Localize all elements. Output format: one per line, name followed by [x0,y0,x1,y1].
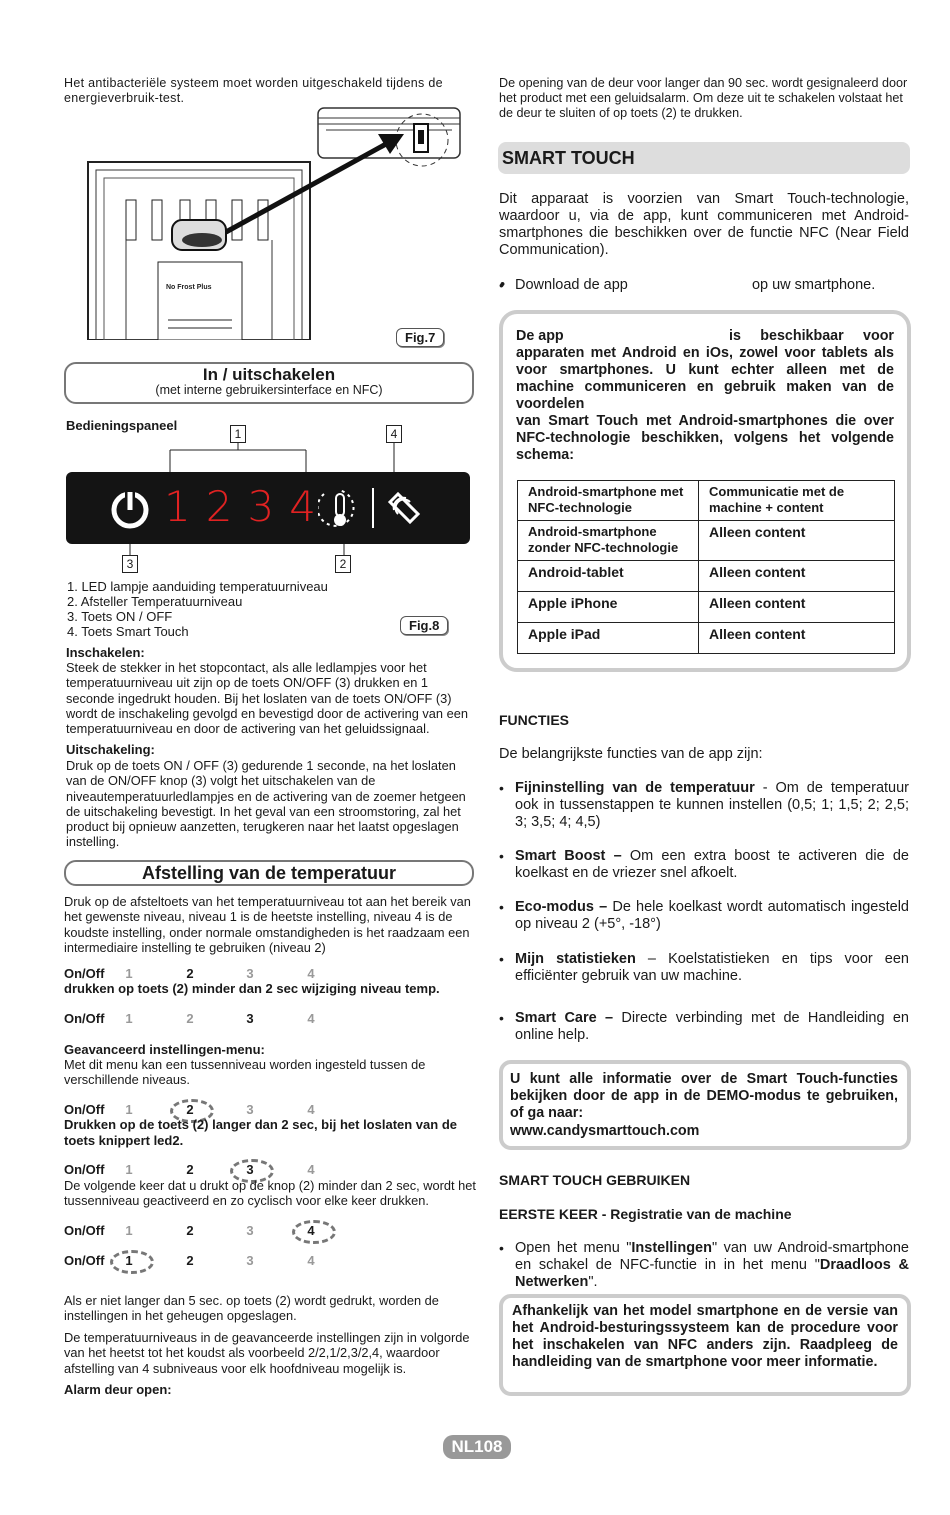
fridge-illustration [86,104,464,340]
text-part: ". [588,1274,598,1290]
door-alarm-text: De opening van de deur voor langer dan 90 sec. wordt gesignaleerd door het product met een geluidsalarm. Om deze uit te schakelen volstaat het de deur te sluiten of op toets (2) te drukken. [499,76,908,120]
text-part: Instellingen [631,1240,712,1256]
thermometer-icon[interactable] [318,486,358,530]
advanced-text: Met dit menu kan een tussenniveau worden ingesteld tussen de verschillende niveaus. [64,1057,426,1088]
advanced-title: Geavanceerd instellingen-menu: [64,1042,265,1057]
section-on-off-header [64,362,474,404]
app-text-a: De app [516,328,564,344]
onoff-label: On/Off [64,1102,105,1117]
feature-fine-temperature [515,780,909,831]
level-2: 2 [186,1011,194,1026]
open-settings-text [515,1240,909,1291]
level-4: 4 [307,1011,315,1026]
section-on-off-title: In / uitschakelen [202,365,336,384]
download-text-a: Download de app [515,277,628,293]
feature-text: De hele koelkast wordt automatisch ingesteld op niveau 2 (+5°, -18°) [515,899,909,932]
level-3: 3 [246,1102,254,1117]
legend-item: 1. LED lampje aanduiding temperatuurniveau [67,579,328,594]
smart-touch-icon[interactable] [384,488,424,528]
bullet-icon: • [499,780,504,796]
table-cell: Apple iPad [518,623,699,654]
legend-item: 4. Toets Smart Touch [67,624,189,639]
level-2: 2 [186,1253,194,1268]
feature-title: Fijninstelling van de temperatuur [515,780,755,796]
table-cell: Android-smartphone zonder NFC-technologie [518,521,699,561]
levels-text: De temperatuurniveaus in de geavanceerde instellingen zijn in volgorde van het heetst tot het koudst als voorbeeld 2/2,1/2,3/2,4, waardoor afstelling van 4 subniveaus voor elk hoofdniveau mogelijk is. [64,1330,470,1376]
table-cell: Apple iPhone [518,592,699,623]
on-title: Inschakelen: [66,645,145,660]
text-part: Draadloos & Netwerken [515,1257,909,1290]
fridge-badge: No Frost Plus [166,284,212,291]
callout-lines-bottom [120,544,360,556]
bullet-icon: • [499,899,504,915]
feature-title: Mijn statistieken [515,951,636,967]
level-1: 1 [125,1011,133,1026]
smart-touch-intro: Dit apparaat is voorzien van Smart Touch-technologie, waardoor u, via de app, kunt communiceren met Android-smartphones die beschikken over de functie NFC (Near Field Communication). [499,191,909,258]
smart-touch-title: SMART TOUCH [502,148,635,168]
alarm-title: Alarm deur open: [64,1382,172,1397]
onoff-label: On/Off [64,966,105,981]
fig8-label: Fig.8 [400,616,448,635]
level-3: 3 [246,1162,254,1177]
table-cell: Alleen content [699,561,895,592]
fig7-label: Fig.7 [396,328,444,347]
onoff-label: On/Off [64,1011,105,1026]
level-1: 1 [125,966,133,981]
callout-1: 1 [230,425,246,443]
temperature-level-digits [164,482,331,531]
panel-heading: Bedieningspaneel [66,418,178,433]
off-text: Druk op de toets ON / OFF (3) gedurende 1 seconde, na het loslaten van de ON/OFF knop (3) volgt het uitschakelen van de niveautemperatuurledlampjes en de activering van de zoemer hetgeen de uitschakeling bevestigt. In het geval van een stroomstoring, zal het product bij opnieuw aanzetten, terugkeren naar het laatst opgeslagen instelling. [66,758,466,850]
functies-title: FUNCTIES [499,712,569,728]
level-2: 2 [186,1223,194,1238]
table-row [518,481,895,521]
step1-text: drukken op toets (2) minder dan 2 sec wijziging niveau temp. [64,981,440,996]
power-icon[interactable] [110,486,150,530]
level-digit-3: 3 [247,482,290,531]
section-temperature-header [64,860,474,886]
level-1: 1 [125,1223,133,1238]
page-number: NL108 [451,1437,503,1456]
bullet-icon: • [499,951,504,967]
level-digit-2: 2 [205,482,248,531]
section-temperature-title: Afstelling van de temperatuur [141,863,397,883]
feature-text: Om een extra boost te activeren die de koelkast en de vriezer snel afkoelt. [515,848,909,881]
level-4: 4 [307,1162,315,1177]
callout-3: 3 [122,555,138,573]
table-cell: Communicatie met de machine + content [699,481,895,521]
table-cell: Android-smartphone met NFC-technologie [518,481,699,521]
save-text: Als er niet langer dan 5 sec. op toets (2) wordt gedrukt, worden de instellingen in het geheugen opgeslagen. [64,1293,439,1324]
download-text-b: op uw smartphone. [751,277,876,293]
legend-item: 2. Afsteller Temperatuurniveau [67,594,243,609]
app-text-body [516,328,894,464]
level-3: 3 [246,1253,254,1268]
level-4: 4 [307,1253,315,1268]
feature-text: – Koelstatistieken en tips voor een efficiënter gebruik van uw machine. [515,951,909,984]
onoff-label: On/Off [64,1162,105,1177]
table-row [518,561,895,592]
advanced-step2-text: De volgende keer dat u drukt op de knop (2) minder dan 2 sec, wordt het tussenniveau geactiveerd en zo cyclisch voor elke keer drukken. [64,1178,476,1209]
text-part: " van uw Android-smartphone en schakel de NFC-functie in in het menu " [515,1240,909,1273]
level-1: 1 [125,1162,133,1177]
smart-touch-header [498,142,910,174]
on-text: Steek de stekker in het stopcontact, als alle ledlampjes voor het temperatuurniveau uit zijn op de toets ON/OFF (3) drukken en 1 seconde ingedrukt houden. Bij het loslaten van de toets ON/OFF (3) wordt de inschakeling gevolgd en bevestigd door de activering van een temperatuurniveau en door de activering van het geluidssignaal. [66,660,468,737]
legend-item: 3. Toets ON / OFF [67,609,173,624]
table-cell: Alleen content [699,623,895,654]
functies-intro: De belangrijkste functies van de app zijn: [499,746,763,762]
section-on-off-subtitle: (met interne gebruikersinterface en NFC) [155,383,383,397]
feature-eco-mode [515,899,909,933]
table-cell: Android-tablet [518,561,699,592]
level-1: 1 [125,1102,133,1117]
compatibility-table [517,480,895,654]
download-bullet [515,277,910,294]
level-4: 4 [307,966,315,981]
level-digit-4: 4 [289,482,331,531]
feature-smart-boost [515,848,909,882]
table-row [518,521,895,561]
level-4: 4 [307,1223,315,1238]
feature-text: Directe verbinding met de Handleiding en online help. [515,1010,909,1043]
note-text: Afhankelijk van het model smartphone en de versie van het Android-besturingssysteem kan de procedure voor het inschakelen van NFC anders zijn. Raadpleeg de handleiding van de smartphone voor meer informatie. [512,1303,898,1370]
table-row [518,592,895,623]
off-title: Uitschakeling: [66,742,155,757]
intro-text: Het antibacteriële systeem moet worden uitgeschakeld tijdens de energieverbruik-test. [64,76,443,105]
level-3: 3 [246,966,254,981]
level-2: 2 [186,1162,194,1177]
panel-legend [67,579,328,639]
bullet-icon: • [499,277,504,293]
temperature-text: Druk op de afsteltoets van het temperatuurniveau tot aan het bereik van het gewenste niveau, niveau 1 is de heetste instelling, niveau 4 is de koudste instelling, onder normale omstandigheden is het raadzaam een intermediaire instelling te gebruiken (niveau 2) [64,894,471,955]
app-text-b: is beschikbaar voor apparaten met Android en iOs, zowel voor tablets als voor smartphones. U kunt echter alleen met de machine communiceren en gebruik maken van de voordelen [516,328,894,412]
callout-4: 4 [386,425,402,443]
onoff-label: On/Off [64,1223,105,1238]
feature-statistics [515,951,909,985]
feature-title: Smart Boost – [515,848,622,864]
info-text: U kunt alle informatie over de Smart Touch-functies bekijken door de app in de DEMO-modus te gebruiken, of ga naar: [510,1071,898,1121]
bullet-icon: • [499,1240,504,1256]
info-url-link[interactable]: www.candysmarttouch.com [510,1123,700,1139]
level-2: 2 [186,1102,194,1117]
feature-title: Smart Care – [515,1010,614,1026]
level-3: 3 [246,1011,254,1026]
table-cell: Alleen content [699,592,895,623]
feature-text: - Om de temperatuur ook in tussenstappen te kunnen instellen (0,5; 1; 1,5; 2; 2,5; 3; 3,5; 4; 4,5) [515,780,909,830]
table-cell: Alleen content [699,521,895,561]
callout-lines-top [160,442,410,472]
panel-divider [372,488,374,528]
first-time-title: EERSTE KEER - Registratie van de machine [499,1206,792,1222]
advanced-step1-text: Drukken op de toets (2) langer dan 2 sec, bij het loslaten van de toets knippert led2. [64,1117,457,1148]
callout-2: 2 [335,555,351,573]
level-4: 4 [307,1102,315,1117]
bullet-icon: • [499,848,504,864]
page-number-badge [443,1435,511,1459]
onoff-label: On/Off [64,1253,105,1268]
control-panel [66,472,470,544]
level-2: 2 [186,966,194,981]
bullet-icon: • [499,1010,504,1026]
app-text-c: van Smart Touch met Android-smartphones die over NFC-technologie beschikken, volgens het volgende schema: [516,413,894,463]
level-1: 1 [125,1253,133,1268]
use-title: SMART TOUCH GEBRUIKEN [499,1172,691,1188]
table-row [518,623,895,654]
level-digit-1: 1 [164,482,206,531]
text-part: Open het menu " [515,1240,632,1256]
level-3: 3 [246,1223,254,1238]
feature-title: Eco-modus – [515,899,608,915]
feature-smart-care [515,1010,909,1044]
